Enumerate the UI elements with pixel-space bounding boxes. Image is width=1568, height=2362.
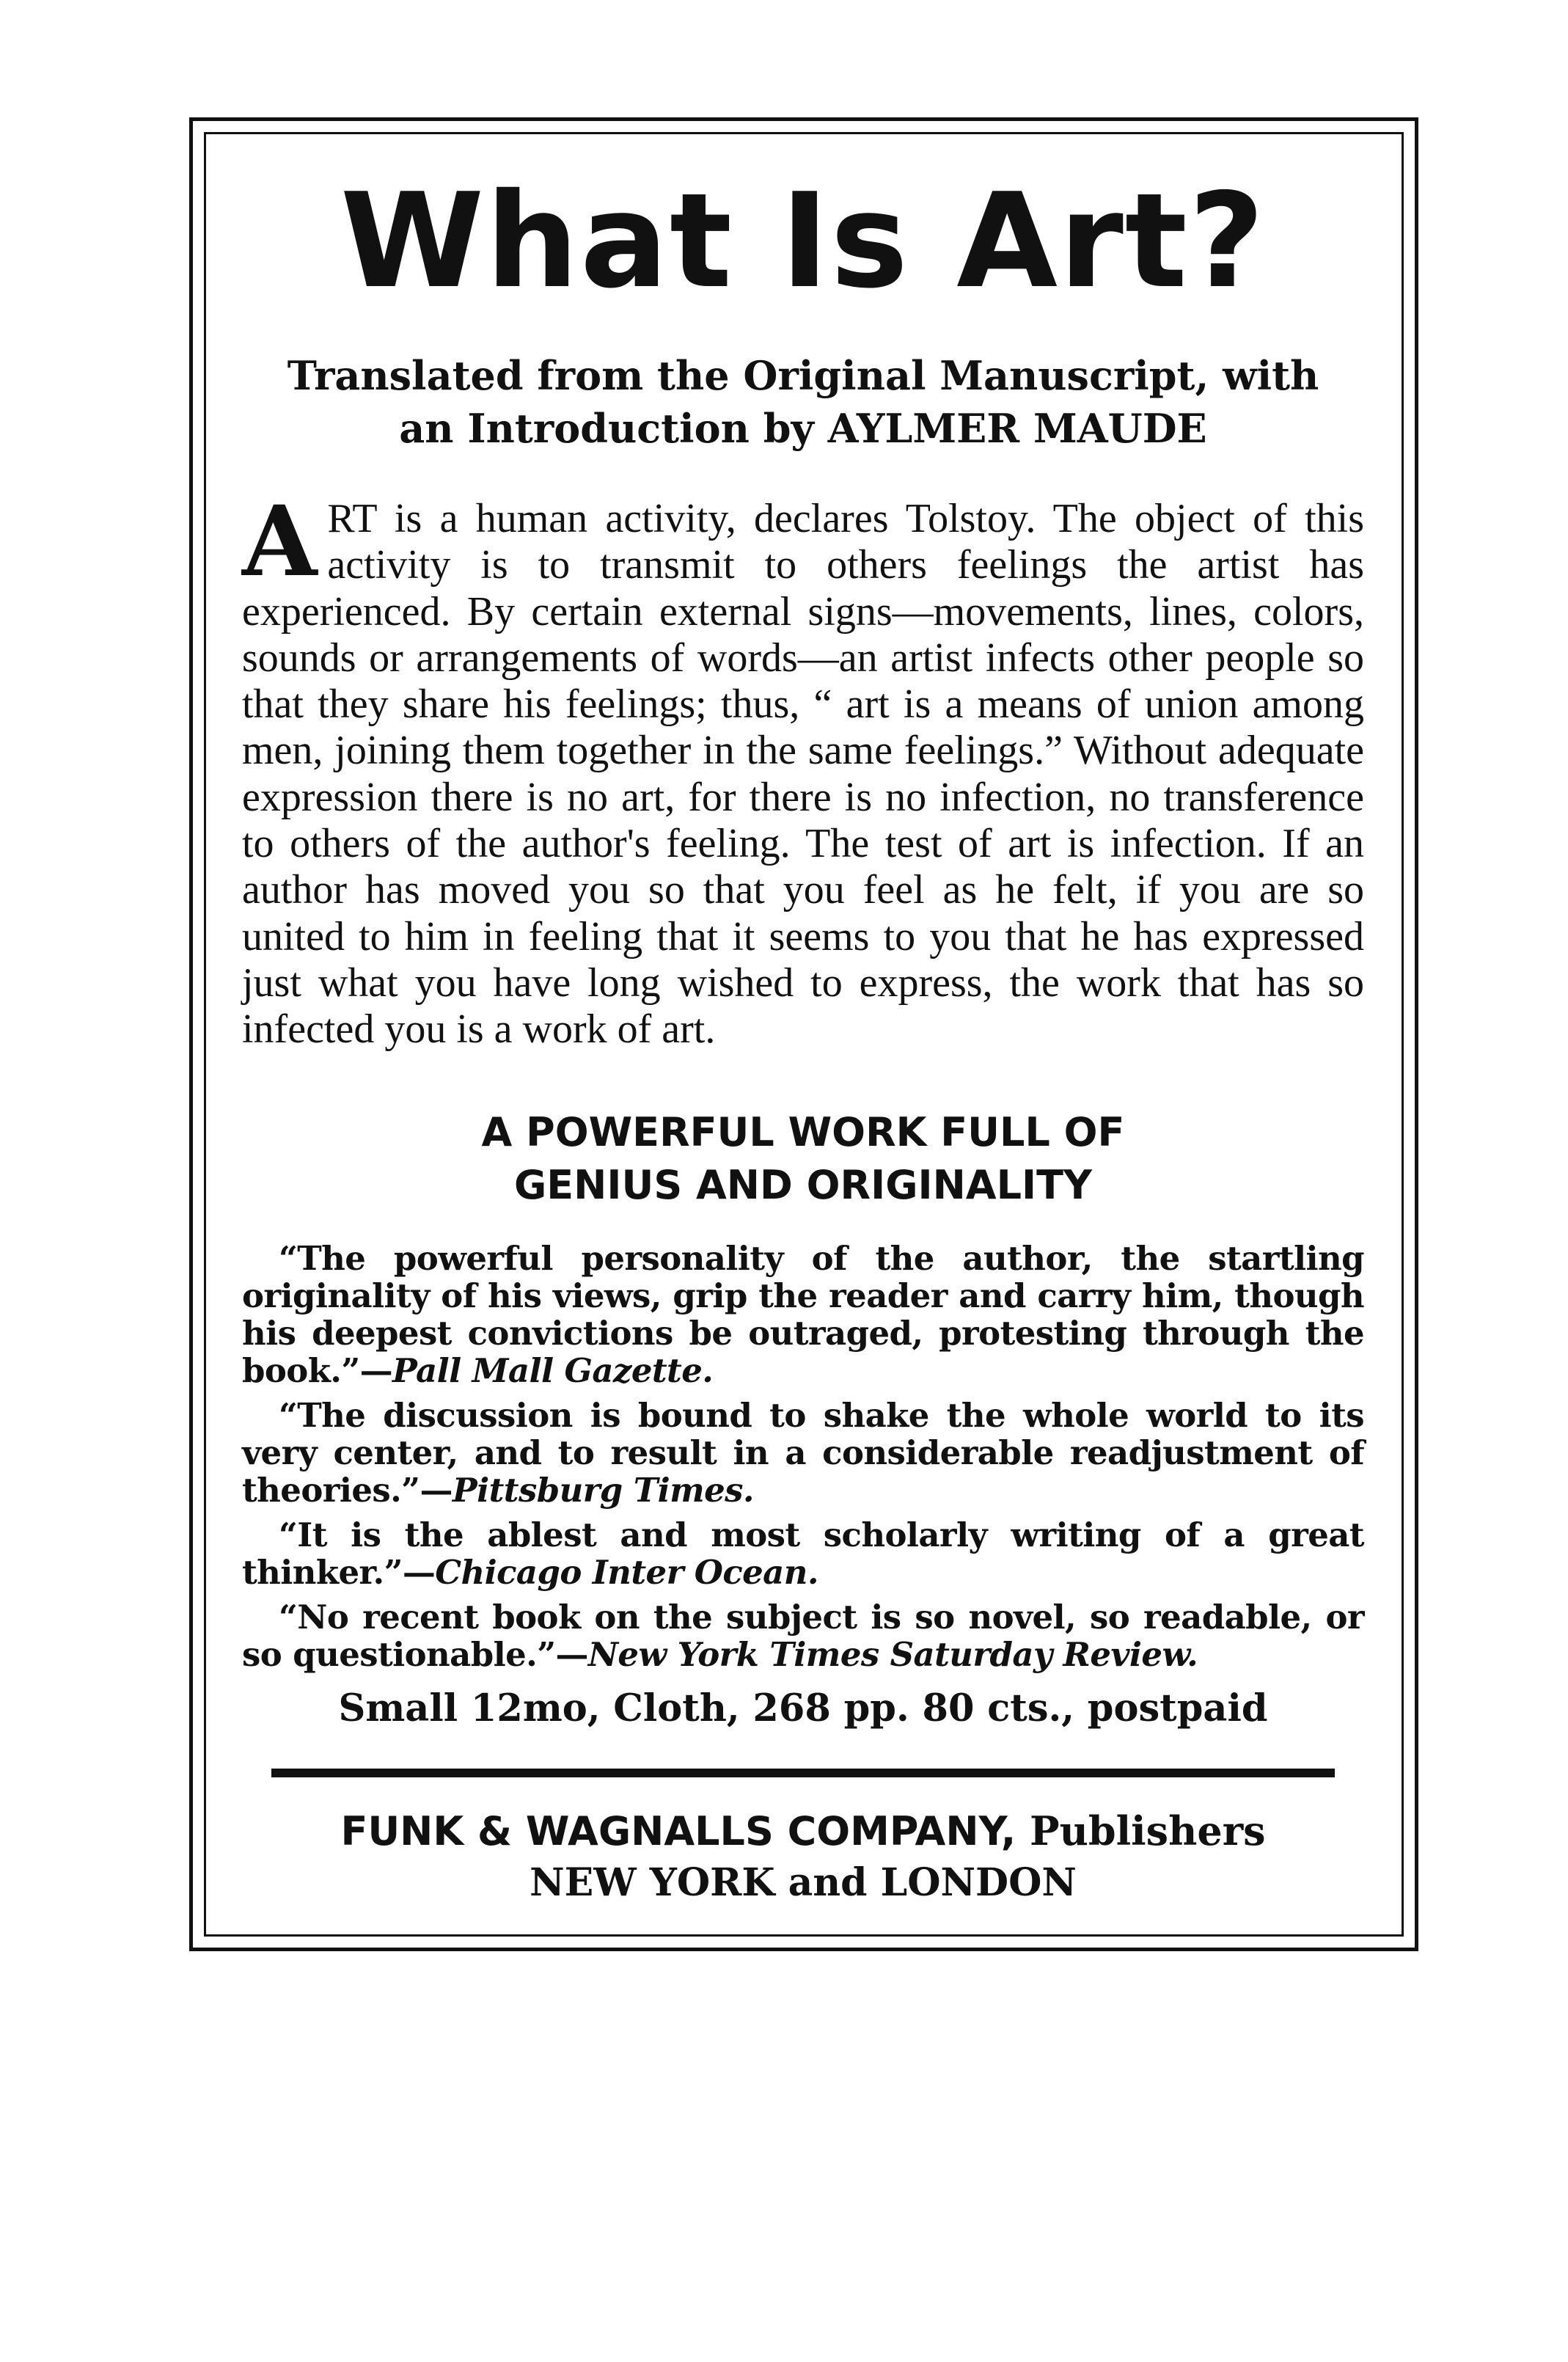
review-quote: “The discussion is bound to shake the whole world to its very center, and to result in a considerable readjustment of theories.”— [242,1395,1364,1510]
review-list [242,1240,1364,1673]
section-heading-line-1: A POWERFUL WORK FULL OF [481,1108,1125,1155]
description-text: RT is a human activity, declares Tolstoy. The object of this activity is to transmit to others feelings the artist has experienced. By certain external signs—movements, lines, colors, sounds or arrangements of words—an artist infects other people so that they share his feelings; thus, “ art is a means of union among men, joining them together in the same feelings.” Without adequate expression there is no art, for there is no infection, no transference to others of the author's feeling. The test of art is infection. If an author has moved you so that you feel as he felt, if you are so united to him in feeling that it seems to you that he has expressed just what you have long wished to express, the work that has so infected you is a work of art. [242,496,1364,1053]
section-heading [242,1106,1364,1212]
publisher-line [242,1807,1364,1856]
review-source: Chicago Inter Ocean. [435,1552,818,1592]
review-quote: “No recent book on the subject is so novel, so readable, or so questionable.”— [242,1597,1364,1674]
review-item [242,1598,1364,1673]
review-item [242,1516,1364,1591]
review-source: New York Times Saturday Review. [587,1634,1198,1674]
divider-rule [271,1769,1335,1777]
subtitle [242,349,1364,455]
page-title: What Is Art? [340,165,1267,317]
publisher-role: Publishers [1030,1807,1266,1854]
subtitle-line-1: Translated from the Original Manuscript, with [287,352,1319,399]
review-item [242,1397,1364,1509]
review-quote: “It is the ablest and most scholarly writing of a great thinker.”— [242,1515,1364,1592]
publisher-cities: NEW YORK and LONDON [530,1860,1077,1905]
advertisement [242,139,1364,1907]
review-item [242,1240,1364,1389]
review-source: Pall Mall Gazette. [392,1350,714,1390]
drop-cap: A [242,485,318,599]
description-paragraph [242,485,1364,1053]
review-quote: “The powerful personality of the author, the startling originality of his views, grip the reader and carry him, though his deepest convictions be outraged, protesting through the book.”— [242,1238,1364,1390]
section-heading-line-2: GENIUS AND ORIGINALITY [513,1161,1093,1208]
price-line: Small 12mo, Cloth, 268 pp. 80 cts., postpaid [338,1686,1268,1730]
publisher-name: FUNK & WAGNALLS COMPANY, [340,1807,1016,1854]
review-source: Pittsburg Times. [452,1470,754,1510]
subtitle-line-2: an Introduction by AYLMER MAUDE [399,405,1207,452]
